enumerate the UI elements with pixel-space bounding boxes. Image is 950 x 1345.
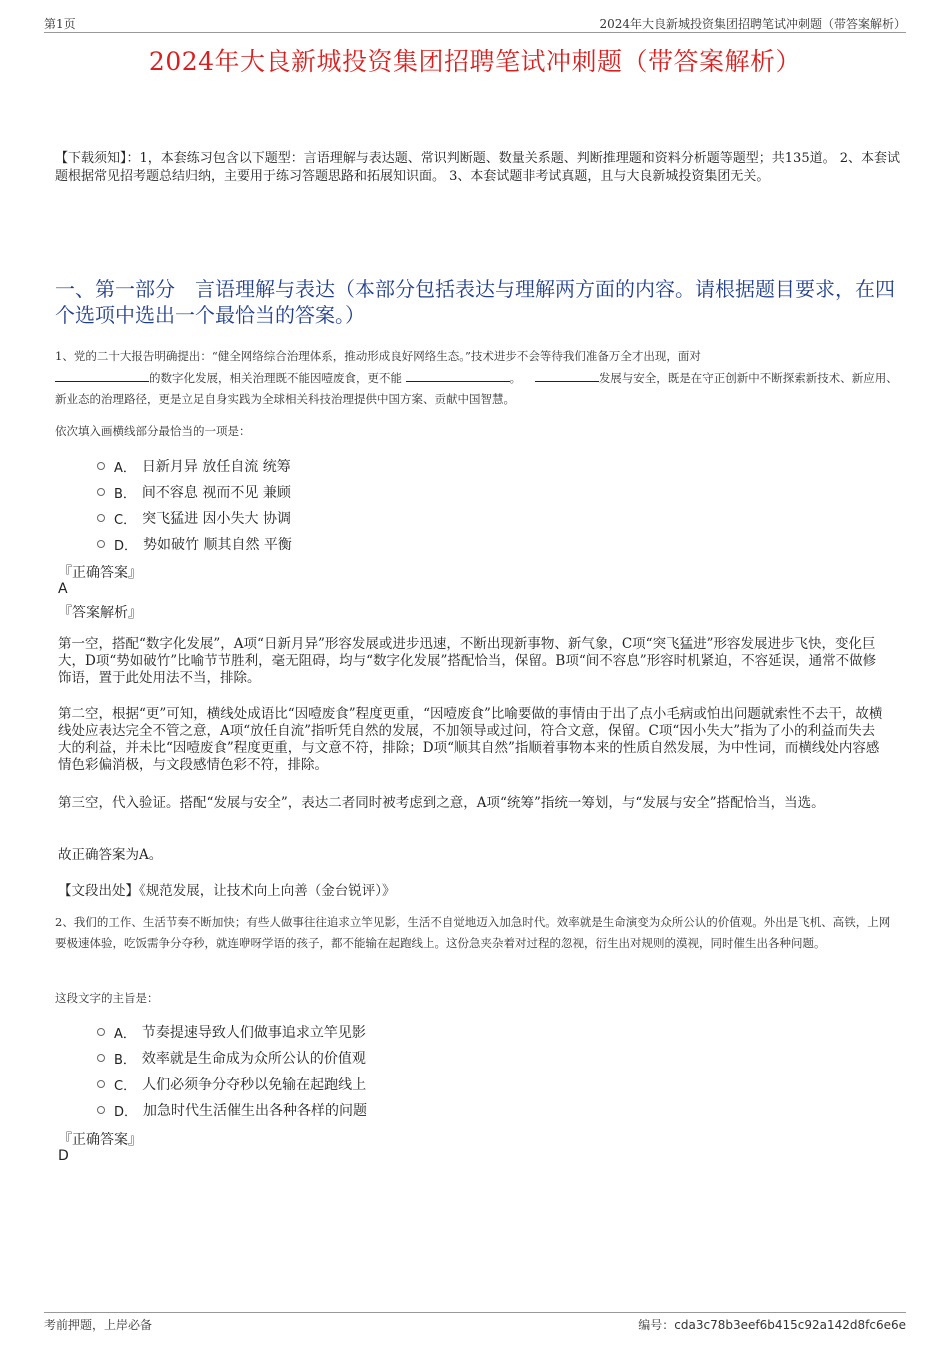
download-notice: 【下载须知】：1，本套练习包含以下题型：言语理解与表达题、常识判断题、数量关系题、判断推理题和资料分析题等题型；共135道。 2、本套试题根据常见招考题总结归纳，主要用于练习答题思路和拓展知识面。 3、本套试题非考试真题，且与大良新城投资集团无关。 (55, 151, 900, 184)
analysis-paragraph: 第二空，根据“更”可知，横线处成语比“因噎废食”程度更重，“因噎废食”比喻要做的事情由于出了点小毛病或怕出问题就索性不去干，故横线处应表达完全不管之意，A项“放任自流”指听凭自然的发展，不加领导或过问，符合文意，保留。C项“因小失大”指为了小的利益而失去大的利益，并未比“因噎废食”程度更重，与文意不符，排除；D项“顺其自然”指顺着事物本来的性质自然发展，为中性词，而横线处内容感情色彩偏消极，与文段感情色彩不符，排除。 (58, 706, 883, 773)
option-b[interactable]: B． 间不容息 视而不见 兼顾 (97, 479, 292, 505)
question-2-text: 2、我们的工作、生活节奏不断加快；有些人做事往往追求立竿见影，生活不自觉地迈入加急时代。效率就是生命演变为众所公认的价值观。外出是飞机、高铁，上网要极速体验，吃饭需争分夺秒，就连咿呀学语的孩子，都不能输在起跑线上。这份急夹杂着对过程的忽视，衍生出对规则的漠视，同时催生出各种问题。 (55, 915, 891, 950)
radio-icon[interactable] (97, 540, 105, 548)
answer-value: D (58, 1148, 69, 1164)
answer-label: 『正确答案』 (58, 565, 142, 581)
answer-value: A (58, 581, 68, 597)
question-2-options (97, 1019, 367, 1123)
blank-1 (55, 367, 149, 382)
footer-code: 编号：cda3c78b3eef6b415c92a142d8fc6e6e (638, 1318, 906, 1332)
blank-3 (535, 367, 599, 382)
analysis-label: 『答案解析』 (58, 605, 142, 621)
question-1-options (97, 453, 292, 557)
blank-2 (406, 367, 510, 382)
analysis-paragraph: 第一空，搭配“数字化发展”，A项“日新月异”形容发展或进步迅速，不断出现新事物、新气象，C项“突飞猛进”形容发展进步飞快，变化巨大，D项“势如破竹”比喻节节胜利，毫无阻碍，均与“数字化发展”搭配恰当，保留。B项“间不容息”形容时机紧迫，不容延误，通常不做修饰语，置于此处用法不当，排除。 (58, 636, 877, 686)
page-header (44, 14, 906, 33)
radio-icon[interactable] (97, 1080, 105, 1088)
question-1-text: 1、党的二十大报告明确提出：“健全网络综合治理体系，推动形成良好网络生态。”技术进步不会等待我们准备万全才出现，面对 的数字化发展，相关治理既不能因噎废食，更不能 。 发展与安全，既是在守正创新中不断探索新技术、新应用、新业态的治理路径，更是立足自身实践为全球相关科技治理提供中国方案、贡献中国智慧。 (55, 349, 898, 406)
option-d[interactable]: D． 加急时代生活催生出各种各样的问题 (97, 1097, 367, 1123)
document-title: 2024年大良新城投资集团招聘笔试冲刺题（带答案解析） (148, 47, 802, 76)
passage-source: 【文段出处】《规范发展，让技术向上向善（金台锐评）》 (58, 883, 396, 899)
page-footer (44, 1312, 906, 1335)
radio-icon[interactable] (97, 514, 105, 522)
option-a[interactable]: A． 日新月异 放任自流 统筹 (97, 453, 292, 479)
analysis-paragraph: 第三空，代入验证。搭配“发展与安全”，表达二者同时被考虑到之意，A项“统筹”指统一筹划，与“发展与安全”搭配恰当，当选。 (58, 795, 825, 811)
header-doc-title: 2024年大良新城投资集团招聘笔试冲刺题（带答案解析） (599, 17, 906, 31)
section-title: 一、第一部分 言语理解与表达（本部分包括表达与理解两方面的内容。请根据题目要求，在四个选项中选出一个最恰当的答案。） (55, 277, 895, 327)
option-a[interactable]: A． 节奏提速导致人们做事追求立竿见影 (97, 1019, 367, 1045)
option-c[interactable]: C． 人们必须争分夺秒以免输在起跑线上 (97, 1071, 367, 1097)
footer-slogan: 考前押题，上岸必备 (44, 1318, 153, 1332)
analysis-conclusion: 故正确答案为A。 (58, 847, 163, 863)
option-c[interactable]: C． 突飞猛进 因小失大 协调 (97, 505, 292, 531)
radio-icon[interactable] (97, 1028, 105, 1036)
answer-label: 『正确答案』 (58, 1132, 142, 1148)
question-2-prompt: 这段文字的主旨是： (55, 991, 159, 1005)
option-b[interactable]: B． 效率就是生命成为众所公认的价值观 (97, 1045, 367, 1071)
radio-icon[interactable] (97, 488, 105, 496)
page-number: 第1页 (44, 17, 76, 31)
option-d[interactable]: D． 势如破竹 顺其自然 平衡 (97, 531, 292, 557)
radio-icon[interactable] (97, 1106, 105, 1114)
question-1-prompt: 依次填入画横线部分最恰当的一项是： (55, 424, 251, 438)
radio-icon[interactable] (97, 462, 105, 470)
radio-icon[interactable] (97, 1054, 105, 1062)
